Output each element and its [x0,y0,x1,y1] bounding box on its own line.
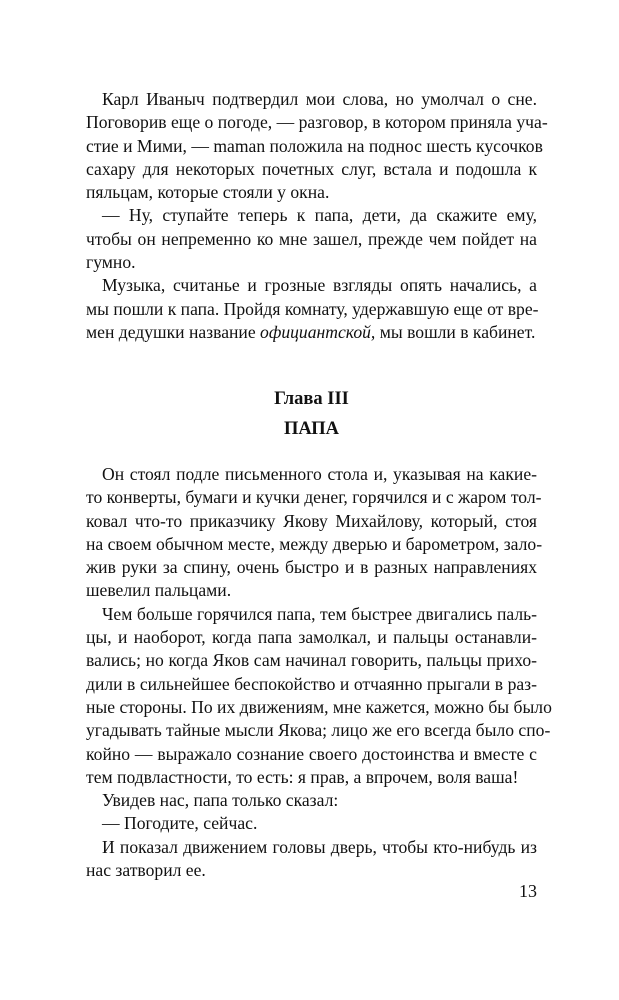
text-line: Музыка, считанье и грозные взгляды опять начались, а [102,275,537,296]
text-line: нас затворил ее. [86,860,206,881]
paragraph-desk [86,463,543,603]
text-segment: мен дедушки название [86,321,261,342]
text-line: Чем больше горячился папа, тем быстрее двигались паль- [102,603,537,624]
text-block-top [86,88,548,344]
text-line: вались; но когда Яков сам начинал говорить, пальцы прихо- [86,650,537,671]
paragraph-karl-ivanych [86,88,548,204]
text-line: И показал движением головы дверь, чтобы кто-нибудь из [102,836,537,857]
text-line: Поговорив еще о погоде, — разговор, в котором приняла уча- [86,112,548,133]
text-line: жив руки за спину, очень быстро и в разных направлениях [86,557,537,578]
text-line: шевелил пальцами. [86,580,232,601]
text-line: гумно. [86,252,136,273]
text-line: Карл Иваныч подтвердил мои слова, но умолчал о сне. [102,89,537,109]
paragraph-wait [86,812,537,835]
text-line: пяльцам, которые стояли у окна. [86,182,330,203]
text-line: дили в сильнейшее беспокойство и отчаянно прыгали в раз- [86,673,537,694]
text-line: тем подвластности, то есть: я прав, а впрочем, воля ваша! [86,766,519,787]
paragraph-music [86,274,537,344]
paragraph-door [86,836,537,883]
text-block-bottom [86,463,552,882]
text-line: ные стороны. По их движениям, мне кажется, можно бы было [86,696,552,717]
text-line: Увидев нас, папа только сказал: [102,790,339,811]
paragraph-seeing-us [86,789,537,812]
chapter-title: ПАПА [283,419,340,439]
text-line: на своем обычном месте, между дверью и барометром, зало- [86,533,543,554]
text-line: цы, и наоборот, когда папа замолкал, и пальцы останавли- [86,627,537,648]
text-line: стие и Мими, — maman положила на поднос шесть кусочков [86,135,543,156]
text-line: койно — выражало сознание своего достоинства и вместе с [86,743,537,764]
text-line [86,321,537,344]
text-line: Он стоял подле письменного стола и, указывая на какие- [102,464,537,484]
paragraph-fingers [86,603,552,789]
text-line: то конверты, бумаги и кучки денег, горячился и с жаром тол- [86,487,542,508]
paragraph-maman-speech [86,204,537,274]
italic-word: официантской, [260,321,376,342]
page-number: 13 [519,881,537,901]
text-line: угадывать тайные мысли Якова; лицо же его всегда было спо- [86,720,551,741]
text-line: — Ну, ступайте теперь к папа, дети, да скажите ему, [102,205,537,226]
text-line: чтобы он непременно ко мне зашел, прежде чем пойдет на [86,228,537,249]
text-line: ковал что-то приказчику Якову Михайлову, который, стоя [86,510,537,531]
text-line: сахару для некоторых почетных слуг, встала и подошла к [86,158,537,179]
text-segment: мы вошли в кабинет. [375,321,536,342]
chapter-number: Глава III [274,389,349,409]
text-line: мы пошли к папа. Пройдя комнату, удержавшую еще от вре- [86,298,539,319]
text-line: — Погодите, сейчас. [102,813,258,834]
